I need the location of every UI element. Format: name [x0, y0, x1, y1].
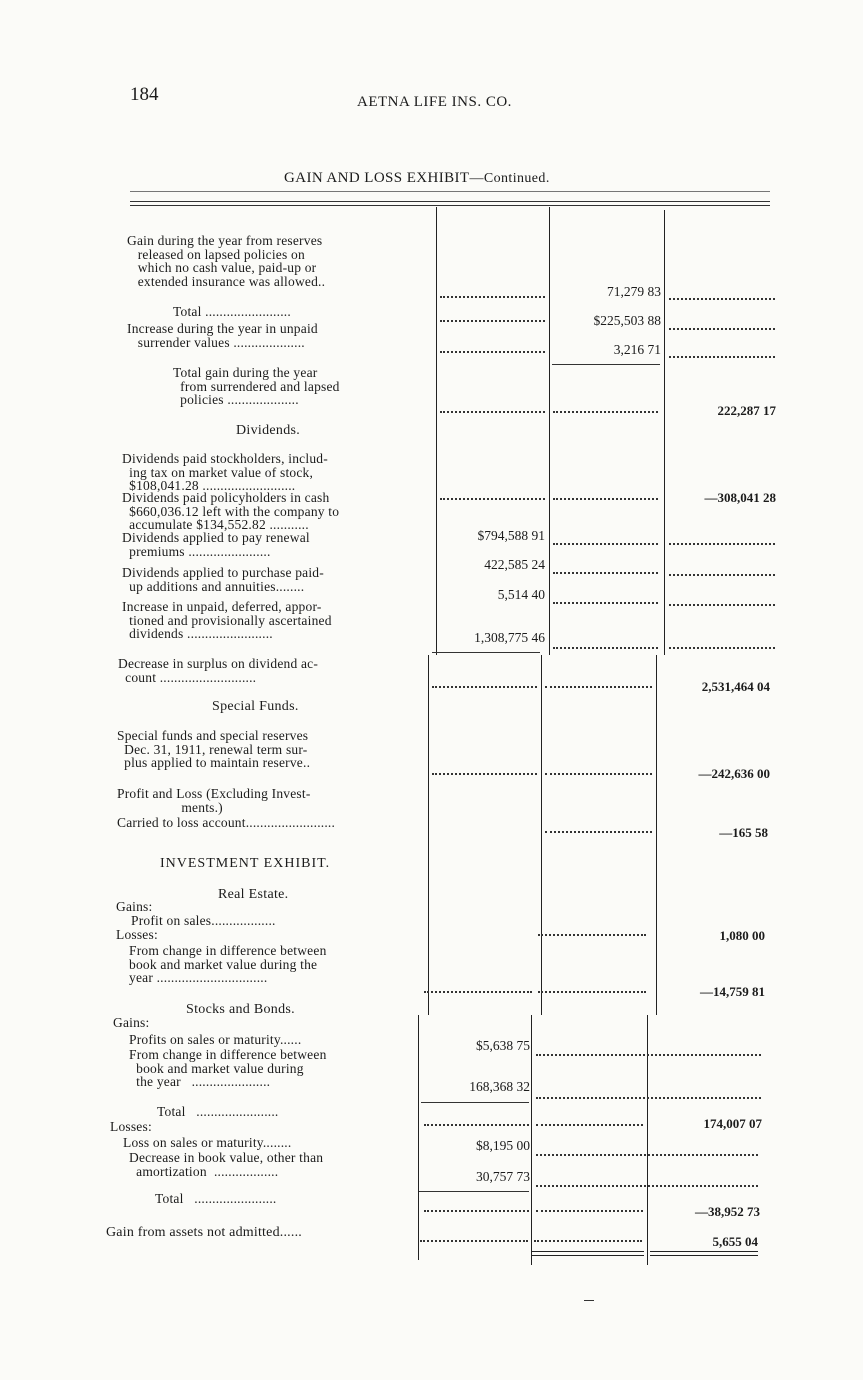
sb-loss-sales-label: Loss on sales or maturity........ — [123, 1135, 292, 1150]
leader-dots — [553, 645, 658, 649]
sb-total-value: 174,007 07 — [703, 1116, 762, 1131]
special-label: Special funds and special reserves Dec. 31, 1911, renewal term sur- plus applied to maintain reserve.. — [117, 728, 311, 770]
top-rule-1 — [130, 201, 770, 202]
sb-decrease-label: Decrease in book value, other than amortization .................. — [129, 1150, 324, 1179]
re-gains-label: Gains: — [116, 899, 153, 914]
top-rule-thin — [130, 191, 770, 192]
special-value: —242,636 00 — [698, 766, 770, 781]
leader-dots — [545, 771, 652, 775]
sb-total-label: Total ....................... — [157, 1104, 279, 1119]
div-unpaid-value-b: 1,308,775 46 — [474, 630, 545, 645]
leader-dots — [545, 829, 652, 833]
section-special-funds: Special Funds. — [212, 699, 299, 714]
leader-dots — [424, 1122, 529, 1126]
bottom-rule — [650, 1255, 758, 1256]
page-number: 184 — [130, 84, 159, 105]
leader-dots — [424, 989, 532, 993]
div-renewal-label: Dividends applied to pay renewal premiums ....................... — [122, 530, 310, 559]
sb-total2-value: —38,952 73 — [695, 1204, 760, 1219]
leader-dots — [536, 1095, 761, 1099]
leader-dots — [538, 989, 646, 993]
col-rule-1c — [418, 1015, 419, 1260]
leader-dots — [440, 294, 545, 298]
leader-dots — [553, 600, 658, 604]
lapsed-value: 71,279 83 — [607, 284, 661, 299]
col-rule-2a — [549, 207, 550, 655]
col-rule-3a — [664, 210, 665, 655]
leader-dots — [536, 1052, 761, 1056]
col-rule-3b — [656, 655, 657, 1015]
total-gain-value: 222,287 17 — [717, 403, 776, 418]
leader-dots — [553, 541, 658, 545]
top-rule-2 — [130, 205, 770, 206]
section-dividends: Dividends. — [236, 423, 301, 438]
section-stocks-bonds: Stocks and Bonds. — [186, 1002, 295, 1017]
leader-dots — [420, 1238, 528, 1242]
page-title — [284, 170, 550, 187]
div-policy-value: —308,041 28 — [704, 490, 776, 505]
leader-dots — [553, 496, 658, 500]
leader-dots — [553, 409, 658, 413]
leader-dots — [440, 409, 545, 413]
section-real-estate: Real Estate. — [218, 887, 289, 902]
profit-loss-label: Profit and Loss (Excluding Invest- ments.) — [117, 786, 311, 815]
leader-dots — [440, 318, 545, 322]
sb-profit-label: Profits on sales or maturity...... — [129, 1032, 302, 1047]
leader-dots — [534, 1238, 642, 1242]
leader-dots — [440, 349, 545, 353]
leader-dots — [669, 354, 775, 358]
leader-dots — [440, 496, 545, 500]
sum-rule — [432, 652, 540, 653]
not-admitted-label: Gain from assets not admitted...... — [106, 1225, 302, 1240]
div-paidup-value: 422,585 24 — [484, 557, 545, 572]
sum-rule — [419, 1191, 529, 1192]
sb-total2-label: Total ....................... — [155, 1191, 277, 1206]
bottom-rule — [532, 1255, 644, 1256]
re-profit-label: Profit on sales.................. — [131, 913, 276, 928]
sb-gains-label: Gains: — [113, 1015, 150, 1030]
col-rule-1a — [436, 207, 437, 655]
div-paidup-label: Dividends applied to purchase paid- up additions and annuities........ — [122, 565, 324, 594]
leader-dots — [669, 326, 775, 330]
leader-dots — [669, 602, 775, 606]
leader-dots — [536, 1183, 758, 1187]
col-rule-2c — [531, 1015, 532, 1265]
div-policy-label: Dividends paid policyholders in cash $660,036.12 left with the company to accumulate $134,552.82 ........... — [122, 490, 340, 532]
unpaid-surrender-value: 3,216 71 — [613, 342, 661, 357]
leader-dots — [669, 296, 775, 300]
sb-change-value: 168,368 32 — [469, 1079, 530, 1094]
title-suffix: —Continued. — [469, 171, 550, 186]
leader-dots — [669, 645, 775, 649]
re-profit-value: 1,080 00 — [719, 928, 765, 943]
sb-profit-value: $5,638 75 — [476, 1038, 530, 1053]
leader-dots — [536, 1122, 643, 1126]
div-renewal-value: $794,588 91 — [477, 528, 545, 543]
col-rule-2b — [541, 655, 542, 1015]
div-unpaid-value-a: 5,514 40 — [497, 587, 545, 602]
title-main: GAIN AND LOSS EXHIBIT — [284, 170, 470, 186]
sum-rule — [421, 1102, 529, 1103]
sb-decrease-value: 30,757 73 — [476, 1169, 530, 1184]
sb-losses-label: Losses: — [110, 1119, 152, 1134]
loss-account-label: Carried to loss account......................... — [117, 815, 336, 830]
section-investment: INVESTMENT EXHIBIT. — [160, 856, 331, 871]
total-gain-label: Total gain during the year from surrendered and lapsed policies .................... — [173, 365, 340, 407]
leader-dots — [536, 1152, 758, 1156]
leader-dots — [536, 1208, 643, 1212]
leader-dots — [545, 684, 652, 688]
leader-dots — [432, 771, 537, 775]
sb-change-label: From change in difference between book and market value during the year ...................... — [129, 1047, 327, 1089]
running-header: AETNA LIFE INS. CO. — [357, 94, 512, 110]
bottom-rule — [532, 1251, 644, 1252]
leader-dots — [424, 1208, 529, 1212]
re-losses-label: Losses: — [116, 927, 158, 942]
col-rule-1b — [428, 655, 429, 1015]
leader-dots — [432, 684, 537, 688]
re-change-label: From change in difference between book and market value during the year ............................... — [129, 943, 327, 985]
leader-dots — [669, 541, 775, 545]
total-value: $225,503 88 — [593, 313, 661, 328]
lapsed-label: Gain during the year from reserves released on lapsed policies on which no cash value, paid-up or extended insurance was allowed.. — [127, 233, 326, 289]
bottom-rule — [650, 1251, 758, 1252]
total-label: Total ........................ — [173, 304, 291, 319]
div-surplus-label: Decrease in surplus on dividend ac- count ........................... — [118, 656, 319, 685]
leader-dots — [553, 570, 658, 574]
unpaid-surrender-label: Increase during the year in unpaid surrender values .................... — [127, 321, 318, 350]
re-change-value: —14,759 81 — [700, 984, 765, 999]
leader-dots — [669, 572, 775, 576]
div-stock-label: Dividends paid stockholders, includ- ing tax on market value of stock, $108,041.28 .......................... — [122, 451, 328, 493]
loss-account-value: —165 58 — [719, 825, 768, 840]
div-surplus-value: 2,531,464 04 — [701, 679, 770, 694]
not-admitted-value: 5,655 04 — [712, 1234, 758, 1249]
sum-rule — [552, 364, 660, 365]
page-mark — [584, 1300, 594, 1301]
div-unpaid-label: Increase in unpaid, deferred, appor- tioned and provisionally ascertained dividends ........................ — [122, 599, 332, 641]
leader-dots — [538, 932, 646, 936]
sb-loss-sales-value: $8,195 00 — [476, 1138, 530, 1153]
